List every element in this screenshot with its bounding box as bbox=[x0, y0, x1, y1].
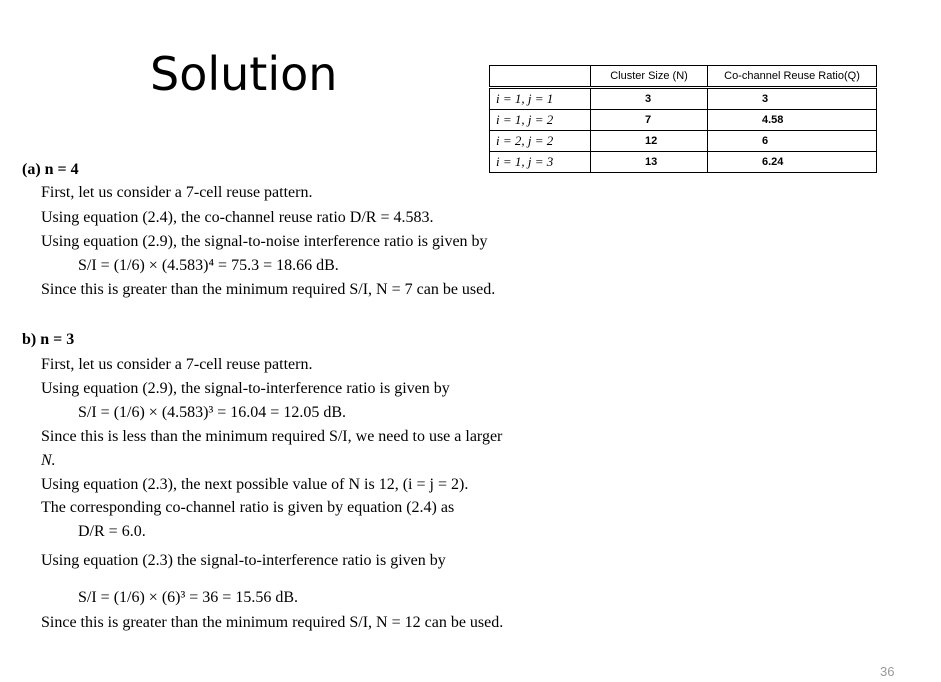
part-b-line: N. bbox=[41, 452, 56, 469]
page-number: 36 bbox=[880, 664, 895, 679]
part-b-line: Using equation (2.3), the next possible value of N is 12, (i = j = 2). bbox=[41, 476, 469, 493]
part-b-line: Since this is less than the minimum required S/I, we need to use a larger bbox=[41, 428, 503, 445]
table-row bbox=[490, 88, 877, 110]
part-b-line: Using equation (2.3) the signal-to-interference ratio is given by bbox=[41, 552, 446, 569]
part-a-line: First, let us consider a 7-cell reuse pattern. bbox=[41, 184, 313, 201]
part-b-line: The corresponding co-channel ratio is given by equation (2.4) as bbox=[41, 499, 455, 516]
part-b-line: Using equation (2.9), the signal-to-interference ratio is given by bbox=[41, 380, 450, 397]
slide-title: Solution bbox=[150, 47, 338, 101]
table-cell-n: 12 bbox=[591, 131, 708, 152]
part-b-line: Since this is greater than the minimum required S/I, N = 12 can be used. bbox=[41, 614, 504, 631]
part-a-line: Using equation (2.9), the signal-to-noise interference ratio is given by bbox=[41, 233, 488, 250]
table-cell-n: 7 bbox=[591, 110, 708, 131]
part-b-equation: D/R = 6.0. bbox=[78, 523, 146, 540]
part-b-equation: S/I = (1/6) × (4.583)³ = 16.04 = 12.05 dB. bbox=[78, 404, 346, 421]
part-a-line: Using equation (2.4), the co-channel reuse ratio D/R = 4.583. bbox=[41, 209, 434, 226]
table-row bbox=[490, 131, 877, 152]
part-b-heading: b) n = 3 bbox=[22, 331, 75, 348]
table-header-cluster-size: Cluster Size (N) bbox=[591, 66, 708, 88]
part-b-line: First, let us consider a 7-cell reuse pattern. bbox=[41, 356, 313, 373]
table-cell-q: 6 bbox=[708, 131, 877, 152]
part-b-equation: S/I = (1/6) × (6)³ = 36 = 15.56 dB. bbox=[78, 589, 298, 606]
table-cell-ij: i = 1, j = 2 bbox=[490, 110, 591, 131]
table-row bbox=[490, 152, 877, 173]
table-cell-ij: i = 2, j = 2 bbox=[490, 131, 591, 152]
reuse-table bbox=[489, 65, 877, 173]
table-row bbox=[490, 110, 877, 131]
table-cell-q: 4.58 bbox=[708, 110, 877, 131]
table-cell-ij: i = 1, j = 1 bbox=[490, 88, 591, 110]
part-a-line: Since this is greater than the minimum required S/I, N = 7 can be used. bbox=[41, 281, 496, 298]
table-cell-q: 6.24 bbox=[708, 152, 877, 173]
table-cell-n: 13 bbox=[591, 152, 708, 173]
table-header-empty bbox=[490, 66, 591, 88]
table-cell-n: 3 bbox=[591, 88, 708, 110]
table-header-reuse-ratio: Co-channel Reuse Ratio(Q) bbox=[708, 66, 877, 88]
part-a-heading: (a) n = 4 bbox=[22, 161, 79, 178]
table-cell-ij: i = 1, j = 3 bbox=[490, 152, 591, 173]
table-cell-q: 3 bbox=[708, 88, 877, 110]
part-a-equation: S/I = (1/6) × (4.583)⁴ = 75.3 = 18.66 dB. bbox=[78, 257, 339, 274]
table-header-row bbox=[490, 66, 877, 88]
